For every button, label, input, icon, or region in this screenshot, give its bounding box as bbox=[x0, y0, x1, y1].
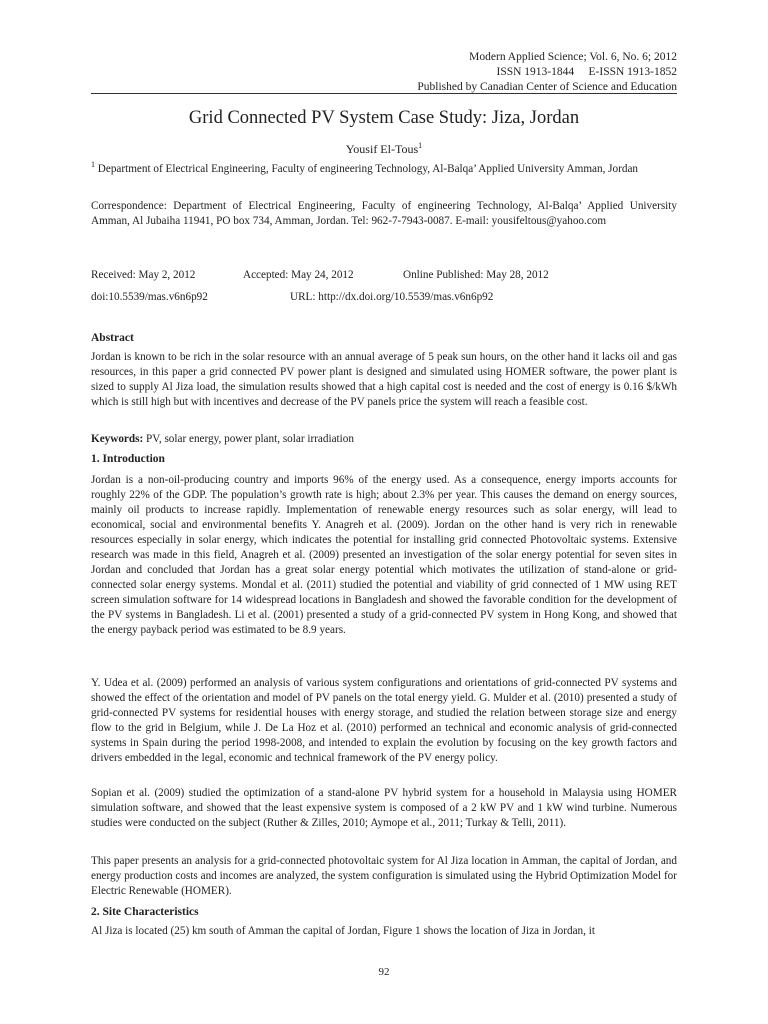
paper-title: Grid Connected PV System Case Study: Jiza, Jordan bbox=[188, 108, 580, 128]
site-paragraph: Al Jiza is located (25) km south of Amman the capital of Jordan, Figure 1 shows the location of Jiza in Jordan, it bbox=[91, 925, 595, 937]
abstract-text: Jordan is known to be rich in the solar resource with an annual average of 5 peak sun hours, on the other hand it lacks oil and gas resources, in this paper a grid connected PV power plant is designed and simulated using HOMER software, the power plant is sized to supply Al Jiza load, the simulation results showed that a high capital cost is needed and the cost of energy is 0.16 $/kWh which is still high but with incentives and decrease of the PV panels price the system will reach a feasible cost. bbox=[91, 351, 677, 408]
doi: doi:10.5539/mas.v6n6p92 bbox=[91, 291, 208, 303]
received-date: Received: May 2, 2012 bbox=[91, 269, 196, 281]
affiliation-text: Department of Electrical Engineering, Faculty of engineering Technology, Al-Balqa’ Applied University Amman, Jordan bbox=[97, 163, 639, 175]
intro-paragraph-2: Y. Udea et al. (2009) performed an analysis of various system configurations and orientations of grid-connected PV systems and showed the effect of the orientation and model of PV panels on the total energy yield. G. Mulder et al. (2010) presented a study of grid-connected PV systems for residential houses with energy storage, and studied the relation between storage size and energy flow to the grid in Belgium, while J. De La Hoz et al. (2010) performed an technical and economic analysis of grid-connected systems in Spain during the period 1998-2008, and intended to explain the evolution by focusing on the key growth factors and drivers embedded in the legal, economic and technical framework of the PV energy policy. bbox=[91, 677, 677, 764]
keywords-text: PV, solar energy, power plant, solar irradiation bbox=[143, 433, 354, 445]
header-rule bbox=[91, 93, 677, 94]
author-name: Yousif El-Tous bbox=[345, 142, 419, 156]
section-heading-introduction: 1. Introduction bbox=[91, 453, 165, 465]
publisher-line: Published by Canadian Center of Science and Education bbox=[417, 81, 677, 93]
accepted-date: Accepted: May 24, 2012 bbox=[243, 269, 354, 281]
correspondence: Correspondence: Department of Electrical Engineering, Faculty of engineering Technology, Al-Balqa’ Applied University Amman, Al Jubaiha 11941, PO box 734, Amman, Jordan. Tel: 962-7-7943-0087. E-mail: yousifeltous@yahoo.com bbox=[91, 200, 677, 227]
intro-paragraph-4: This paper presents an analysis for a grid-connected photovoltaic system for Al Jiza location in Amman, the capital of Jordan, and energy production costs and incomes are analyzed, the system configuration is simulated using the Hybrid Optimization Model for Electric Renewable (HOMER). bbox=[91, 855, 677, 897]
keywords bbox=[91, 432, 677, 447]
url-link[interactable]: URL: http://dx.doi.org/10.5539/mas.v6n6p92 bbox=[290, 291, 494, 303]
author-line bbox=[91, 141, 677, 157]
journal-header bbox=[417, 50, 677, 95]
intro-paragraph-1: Jordan is a non-oil-producing country and imports 96% of the energy used. As a consequence, energy imports accounts for roughly 22% of the GDP. The population’s growth rate is high; about 2.3% per year. This causes the demand on energy sources, mainly oil products to increase rapidly. Implementation of renewable energy resources such as solar energy, will lead to economical, social and environmental benefits Y. Anagreh et al. (2009). Jordan on the other hand is very rich in renewable resources especially in solar energy, which indicates the potential for installing grid connected Photovoltaic systems. Extensive research was made in this field, Anagreh et al. (2009) presented an investigation of the solar energy potential for seven sites in Jordan and concluded that Jordan has a great solar energy potential which motivates the utilization of stand-alone or grid-connected solar energy systems. Mondal et al. (2011) studied the potential and viability of grid connected of 1 MW using RET screen simulation software for 14 widespread locations in Bangladesh and showed the favorable condition for the development of the PV systems in Bangladesh. Li et al. (2001) presented a study of a grid-connected PV system in Hong Kong, and showed that the energy payback period was estimated to be 8.9 years. bbox=[91, 474, 677, 636]
issn-line: ISSN 1913-1844 E-ISSN 1913-1852 bbox=[496, 66, 677, 78]
published-date: Online Published: May 28, 2012 bbox=[403, 269, 549, 281]
section-heading-site-characteristics: 2. Site Characteristics bbox=[91, 906, 199, 918]
author-superscript: 1 bbox=[418, 141, 423, 150]
abstract-heading: Abstract bbox=[91, 332, 134, 344]
affiliation-superscript: 1 bbox=[91, 160, 95, 169]
intro-paragraph-3: Sopian et al. (2009) studied the optimization of a stand-alone PV hybrid system for a household in Malaysia using HOMER simulation software, and showed that the least expensive system is composed of a 2 kW PV and 1 kW wind turbine. Numerous studies were conducted on the subject (Ruther & Zilles, 2010; Aymope et al., 2011; Turkay & Telli, 2011). bbox=[91, 787, 677, 829]
page-number: 92 bbox=[378, 966, 390, 978]
paper-page bbox=[91, 0, 677, 1024]
keywords-label: Keywords: bbox=[91, 433, 144, 445]
affiliation bbox=[91, 162, 677, 177]
journal-line: Modern Applied Science; Vol. 6, No. 6; 2012 bbox=[469, 51, 677, 63]
